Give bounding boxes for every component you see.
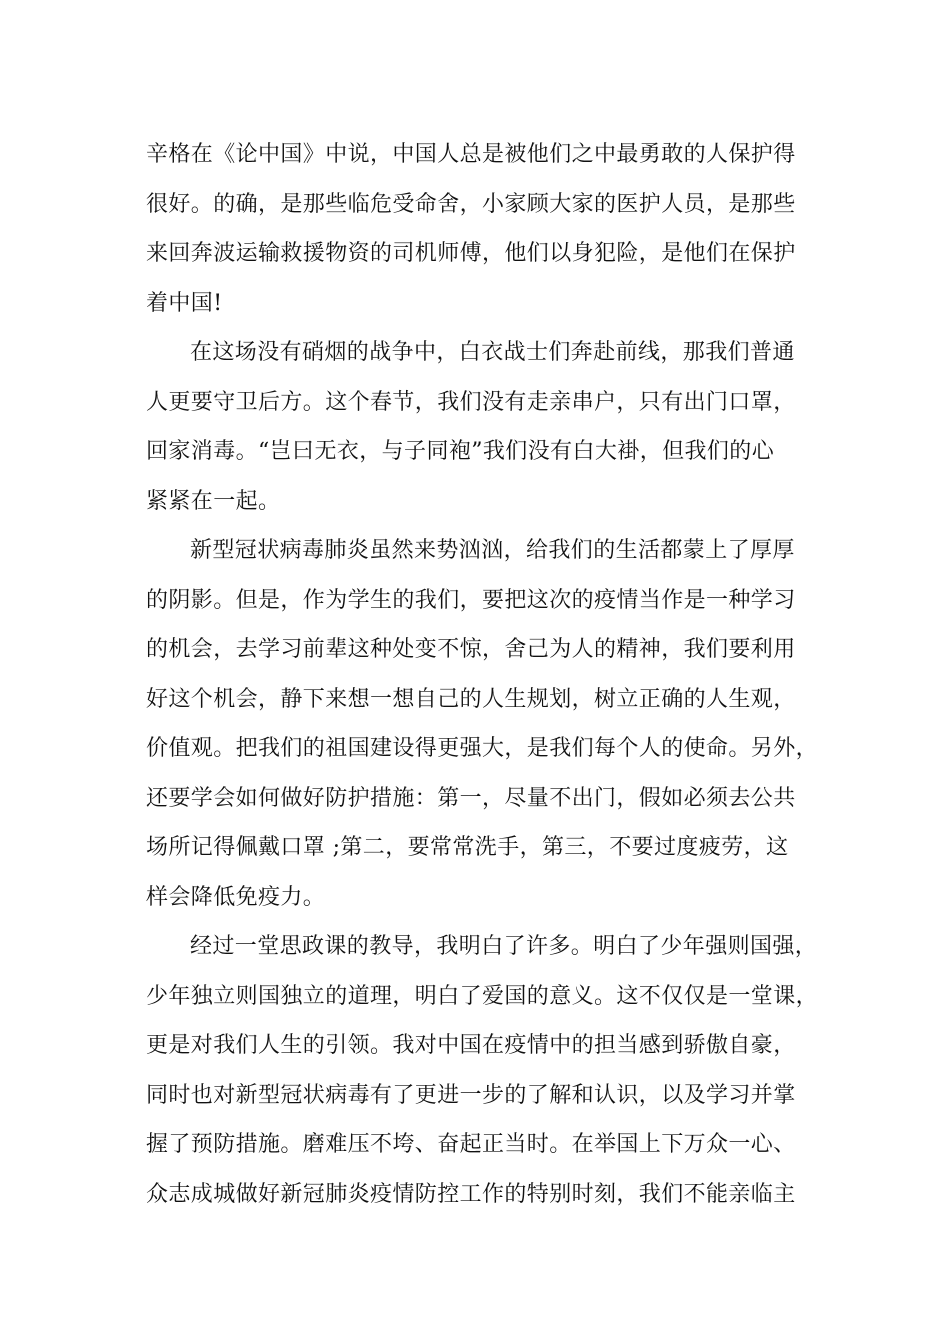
paragraph-3 (146, 526, 836, 922)
text-line: 价值观。把我们的祖国建设得更强大，是我们每个人的使命。另外， (146, 736, 819, 761)
text-line: 还要学会如何做好防护措施：第一，尽量不出门，假如必须去公共 (146, 785, 796, 811)
text-line: 回家消毒。“岂曰无衣，与子同袍”我们没有白大褂，但我们的心 (146, 439, 775, 464)
text-line: 众志成城做好新冠肺炎疫情防控工作的特别时刻，我们不能亲临主 (146, 1181, 796, 1207)
text-line: 好这个机会，静下来想一想自己的人生规划，树立正确的人生观， (146, 686, 796, 712)
text-line: 场所记得佩戴口罩 ;第二，要常常洗手，第三，不要过度疲劳，这 (146, 835, 789, 860)
text-line: 经过一堂思政课的教导，我明白了许多。明白了少年强则国强， (190, 934, 818, 959)
document-body (146, 130, 836, 1219)
text-line: 来回奔波运输救援物资的司机师傅，他们以身犯险，是他们在保护 (146, 241, 796, 266)
text-line: 更是对我们人生的引领。我对中国在疫情中的担当感到骄傲自豪， (146, 1033, 796, 1058)
paragraph-4 (146, 922, 836, 1219)
text-line: 新型冠状病毒肺炎虽然来势汹汹，给我们的生活都蒙上了厚厚 (190, 538, 795, 563)
text-line: 样会降低免疫力。 (146, 884, 326, 910)
text-line: 着中国! (146, 290, 223, 316)
text-line: 人更要守卫后方。这个春节，我们没有走亲串户，只有出门口罩， (146, 389, 796, 415)
text-line: 少年独立则国独立的道理，明白了爱国的意义。这不仅仅是一堂课， (146, 983, 819, 1009)
text-line: 紧紧在一起。 (146, 488, 281, 514)
text-line: 同时也对新型冠状病毒有了更进一步的了解和认识，以及学习并掌 (146, 1082, 796, 1108)
text-line: 在这场没有硝烟的战争中，白衣战士们奔赴前线，那我们普通 (190, 340, 795, 365)
text-line: 的阴影。但是，作为学生的我们，要把这次的疫情当作是一种学习 (146, 587, 796, 613)
paragraph-2 (146, 328, 836, 526)
text-line: 辛格在《论中国》中说，中国人总是被他们之中最勇敢的人保护得 (146, 142, 796, 167)
text-line: 很好。的确，是那些临危受命舍，小家顾大家的医护人员，是那些 (146, 191, 796, 217)
text-line: 握了预防措施。磨难压不垮、奋起正当时。在举国上下万众一心、 (146, 1132, 796, 1157)
paragraph-1 (146, 130, 836, 328)
text-line: 的机会，去学习前辈这种处变不惊，舍己为人的精神，我们要利用 (146, 637, 796, 662)
